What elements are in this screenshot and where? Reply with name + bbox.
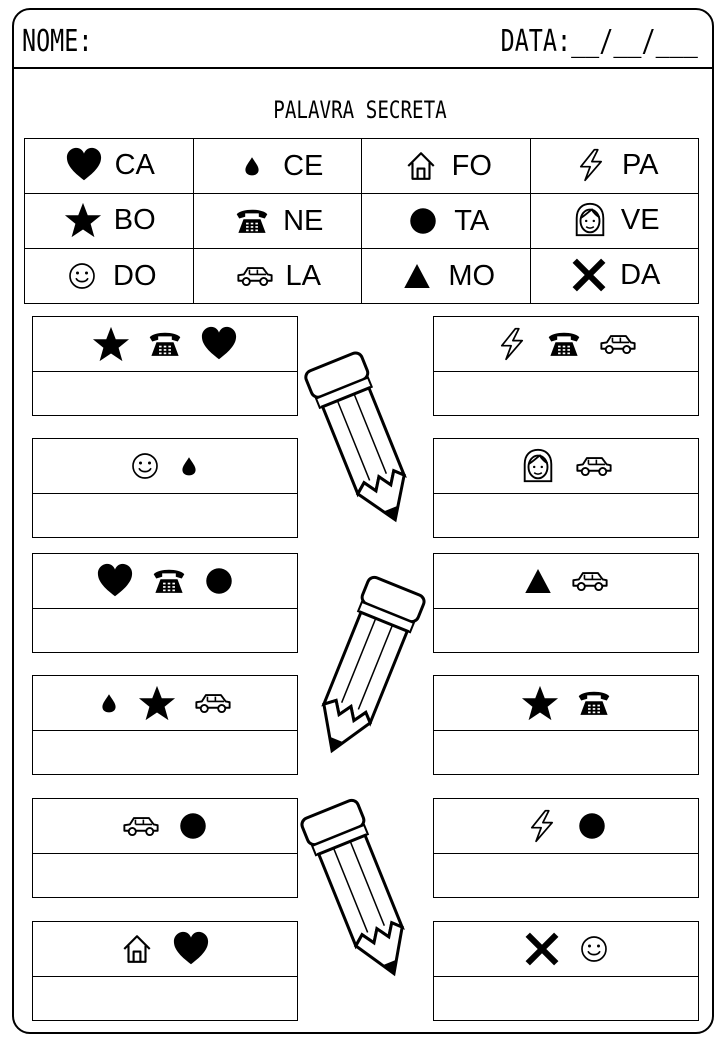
car-icon: [122, 813, 160, 839]
triangle-icon: [396, 255, 438, 297]
legend-cell: [25, 194, 194, 249]
legend-entry: [231, 145, 323, 187]
puzzle-symbols: [434, 676, 698, 731]
heart-icon: [200, 325, 238, 363]
legend-entry: [396, 255, 495, 297]
lightning-icon: [525, 807, 559, 845]
legend-syllable: CA: [114, 148, 155, 181]
legend-syllable: DA: [620, 258, 661, 291]
drop-icon: [98, 688, 120, 718]
answer-field[interactable]: [33, 609, 297, 653]
puzzle-symbols: [33, 439, 297, 494]
house-icon: [120, 932, 154, 966]
telephone-icon: [547, 327, 581, 361]
puzzle-box-right-3: [433, 553, 699, 653]
puzzle-symbols: [33, 922, 297, 977]
date-label: DATA:__/__/___: [500, 24, 698, 59]
legend-cell: [25, 139, 194, 194]
triangle-icon: [523, 566, 553, 596]
heart-icon: [63, 144, 105, 186]
star-icon: [62, 199, 104, 241]
pencil-drawing-2: [300, 572, 430, 767]
legend-entry: [570, 144, 659, 186]
puzzle-box-right-2: [433, 438, 699, 538]
legend-cell: [362, 194, 531, 249]
smiley-icon: [579, 934, 609, 964]
woman-icon: [569, 199, 611, 241]
puzzle-box-right-1: [433, 316, 699, 416]
legend-cell: [193, 139, 362, 194]
dot-icon: [178, 811, 208, 841]
car-icon: [571, 568, 609, 594]
legend-entry: [234, 255, 321, 297]
puzzle-symbols: [33, 799, 297, 854]
answer-field[interactable]: [434, 854, 698, 898]
legend-entry: [231, 200, 323, 242]
answer-field[interactable]: [434, 372, 698, 416]
puzzle-box-left-4: [32, 675, 298, 775]
legend-cell: [530, 139, 699, 194]
woman-icon: [519, 447, 557, 485]
cross-icon: [568, 254, 610, 296]
puzzle-symbols: [33, 554, 297, 609]
cross-icon: [523, 930, 561, 968]
car-icon: [194, 690, 232, 716]
puzzle-box-left-6: [32, 921, 298, 1021]
page-title: PALAVRA SECRETA: [273, 96, 447, 124]
puzzle-box-left-5: [32, 798, 298, 898]
legend-cell: [362, 139, 531, 194]
puzzle-box-right-4: [433, 675, 699, 775]
legend-syllable: VE: [620, 203, 660, 236]
legend-cell: [25, 249, 194, 304]
dot-icon: [577, 811, 607, 841]
legend-table: [24, 138, 699, 304]
heart-icon: [96, 562, 134, 600]
name-label: NOME:: [22, 24, 93, 59]
answer-field[interactable]: [434, 494, 698, 538]
legend-syllable: CE: [283, 149, 324, 182]
legend-cell: [193, 194, 362, 249]
puzzle-symbols: [434, 317, 698, 372]
answer-field[interactable]: [33, 854, 297, 898]
answer-field[interactable]: [434, 977, 698, 1021]
pencil-drawing-3: [296, 795, 426, 990]
answer-field[interactable]: [33, 731, 297, 775]
legend-syllable: BO: [113, 203, 156, 236]
legend-syllable: FO: [451, 149, 492, 182]
answer-field[interactable]: [434, 609, 698, 653]
car-icon: [575, 453, 613, 479]
star-icon: [92, 325, 130, 363]
smiley-icon: [61, 255, 103, 297]
legend-syllable: DO: [113, 259, 157, 292]
house-icon: [400, 145, 442, 187]
puzzle-symbols: [33, 317, 297, 372]
legend-entry: [400, 145, 492, 187]
telephone-icon: [148, 327, 182, 361]
legend-syllable: LA: [285, 259, 321, 292]
legend-entry: [569, 199, 660, 241]
star-icon: [138, 684, 176, 722]
puzzle-symbols: [33, 676, 297, 731]
puzzle-symbols: [434, 554, 698, 609]
puzzle-box-right-5: [433, 798, 699, 898]
puzzle-box-right-6: [433, 921, 699, 1021]
legend-cell: [530, 194, 699, 249]
puzzle-symbols: [434, 799, 698, 854]
car-icon: [599, 331, 637, 357]
dot-icon: [402, 200, 444, 242]
star-icon: [521, 684, 559, 722]
answer-field[interactable]: [33, 372, 297, 416]
legend-entry: [61, 255, 157, 297]
puzzle-symbols: [434, 439, 698, 494]
header-divider: [12, 67, 714, 69]
legend-syllable: TA: [454, 204, 490, 237]
legend-cell: [193, 249, 362, 304]
legend-cell: [362, 249, 531, 304]
legend-syllable: MO: [448, 259, 496, 292]
lightning-icon: [570, 144, 612, 186]
answer-field[interactable]: [33, 494, 297, 538]
puzzle-symbols: [434, 922, 698, 977]
legend-entry: [568, 254, 660, 296]
answer-field[interactable]: [434, 731, 698, 775]
pencil-drawing-1: [298, 348, 428, 533]
puzzle-box-left-1: [32, 316, 298, 416]
legend-syllable: PA: [621, 148, 659, 181]
puzzle-box-left-2: [32, 438, 298, 538]
heart-icon: [172, 930, 210, 968]
drop-icon: [178, 451, 200, 481]
answer-field[interactable]: [33, 977, 297, 1021]
car-icon: [234, 255, 276, 297]
legend-cell: [530, 249, 699, 304]
drop-icon: [231, 145, 273, 187]
legend-entry: [63, 144, 155, 186]
legend-entry: [402, 200, 489, 242]
legend-syllable: NE: [283, 204, 324, 237]
telephone-icon: [231, 200, 273, 242]
puzzle-box-left-3: [32, 553, 298, 653]
telephone-icon: [152, 564, 186, 598]
dot-icon: [204, 566, 234, 596]
legend-entry: [62, 199, 156, 241]
smiley-icon: [130, 451, 160, 481]
lightning-icon: [495, 325, 529, 363]
telephone-icon: [577, 686, 611, 720]
